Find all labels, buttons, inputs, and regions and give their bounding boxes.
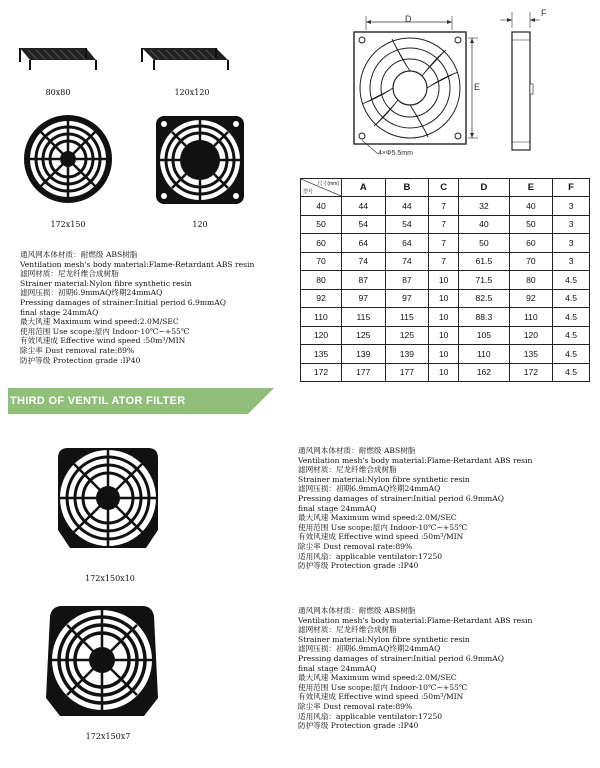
table-cell: 115 xyxy=(342,308,386,327)
table-row xyxy=(301,252,590,271)
table-cell: 92 xyxy=(509,289,553,308)
table-cell: 125 xyxy=(385,326,429,345)
table-cell: 61.5 xyxy=(459,252,509,271)
table-cell: 4.5 xyxy=(553,363,590,382)
table-cell: 7 xyxy=(429,215,459,234)
row-model-cell: 172 xyxy=(301,363,342,382)
spec-block-2 xyxy=(298,446,532,571)
table-cell: 54 xyxy=(385,215,429,234)
spec-line: Pressing damages of strainer:Initial period 6.9mmAQ xyxy=(298,493,504,503)
table-row xyxy=(301,234,590,253)
caption-172x150x7: 172x150x7 xyxy=(85,732,131,741)
table-cell: 70 xyxy=(509,252,553,271)
spec-line: 滤网材质：尼龙纤维合成树脂 xyxy=(20,269,119,279)
table-cell: 10 xyxy=(429,363,459,382)
row-model-cell: 60 xyxy=(301,234,342,253)
table-cell: 177 xyxy=(385,363,429,382)
row-model-cell: 135 xyxy=(301,345,342,364)
label-e: E xyxy=(474,82,481,92)
spec-line: 有效风速成 Effective wind speed :50m³/MIN xyxy=(20,336,186,346)
spec-line: 适用风扇：applicable ventilator:17250 xyxy=(298,551,443,561)
table-cell: 4.5 xyxy=(553,289,590,308)
table-cell: 82.5 xyxy=(459,289,509,308)
table-cell: 177 xyxy=(342,363,386,382)
table-cell: 135 xyxy=(509,345,553,364)
table-cell: 87 xyxy=(342,271,386,290)
table-cell: 97 xyxy=(385,289,429,308)
section-title: THIRD OF VENTIL ATOR FILTER xyxy=(10,395,186,407)
spec-line: Pressing damages of strainer:Initial period 6.9mmAQ xyxy=(298,653,504,663)
table-row xyxy=(301,197,590,216)
table-cell: 10 xyxy=(429,308,459,327)
row-model-cell: 40 xyxy=(301,197,342,216)
spec-line: 最大风速 Maximum wind speed:2.0M/SEC xyxy=(20,317,179,327)
table-cell: 7 xyxy=(429,197,459,216)
spec-line: 防护等级 Protection grade :IP40 xyxy=(298,721,419,731)
dimension-table xyxy=(300,178,590,382)
spec-line: 除尘率 Dust removal rate:89% xyxy=(298,701,413,711)
table-cell: 3 xyxy=(553,197,590,216)
spec-line: 通风网本体材质：耐燃级 ABS树脂 xyxy=(20,250,138,259)
spec-line: final stage 24mmAQ xyxy=(298,663,377,673)
caption-172x150: 172x150 xyxy=(50,220,86,229)
label-f: F xyxy=(541,8,547,18)
table-cell: 139 xyxy=(385,345,429,364)
table-cell: 7 xyxy=(429,234,459,253)
label-d: D xyxy=(405,14,412,24)
table-cell: 3 xyxy=(553,215,590,234)
product-image-120 xyxy=(154,114,246,206)
table-cell: 40 xyxy=(509,197,553,216)
spec-line: 通风网本体材质：耐燃级 ABS树脂 xyxy=(298,606,416,615)
table-cell: 74 xyxy=(342,252,386,271)
table-cell: 7 xyxy=(429,252,459,271)
caption-120x120: 120x120 xyxy=(174,88,210,97)
caption-172x150x10: 172x150x10 xyxy=(85,574,135,583)
column-header: A xyxy=(342,179,386,197)
row-model-cell: 110 xyxy=(301,308,342,327)
caption-120: 120 xyxy=(192,220,208,229)
table-row xyxy=(301,363,590,382)
spec-line: Strainer material:Nylon fibre synthetic resin xyxy=(20,278,192,288)
hole-note: 4×Φ5.5mm xyxy=(378,150,413,157)
table-cell: 74 xyxy=(385,252,429,271)
table-cell: 50 xyxy=(509,215,553,234)
table-row xyxy=(301,308,590,327)
column-header: B xyxy=(385,179,429,197)
product-image-80x80 xyxy=(10,38,100,78)
row-model-cell: 80 xyxy=(301,271,342,290)
table-row xyxy=(301,271,590,290)
table-cell: 80 xyxy=(509,271,553,290)
table-cell: 54 xyxy=(342,215,386,234)
table-cell: 44 xyxy=(342,197,386,216)
spec-line: 使用范围 Use scope:屋内 Indoor-10℃~+55℃ xyxy=(298,522,468,532)
table-cell: 71.5 xyxy=(459,271,509,290)
table-row xyxy=(301,289,590,308)
table-cell: 105 xyxy=(459,326,509,345)
table-cell: 172 xyxy=(509,363,553,382)
spec-line: 最大风速 Maximum wind speed:2.0M/SEC xyxy=(298,513,457,523)
table-cell: 60 xyxy=(509,234,553,253)
spec-line: Pressing damages of strainer:Initial period 6.9mmAQ xyxy=(20,297,226,307)
table-cell: 4.5 xyxy=(553,271,590,290)
spec-line: Strainer material:Nylon fibre synthetic resin xyxy=(298,634,470,644)
table-cell: 64 xyxy=(342,234,386,253)
table-cell: 10 xyxy=(429,345,459,364)
table-cell: 4.5 xyxy=(553,345,590,364)
table-cell: 162 xyxy=(459,363,509,382)
table-cell: 44 xyxy=(385,197,429,216)
table-cell: 10 xyxy=(429,326,459,345)
row-model-cell: 70 xyxy=(301,252,342,271)
table-cell: 139 xyxy=(342,345,386,364)
spec-line: 通风网本体材质：耐燃级 ABS树脂 xyxy=(298,446,416,455)
spec-line: 滤网材质：尼龙纤维合成树脂 xyxy=(298,465,397,475)
dimension-drawing xyxy=(340,6,540,166)
spec-block-3 xyxy=(298,606,532,731)
table-row xyxy=(301,345,590,364)
spec-line: 滤网压损：初期6.9mmAQ终期24mmAQ xyxy=(20,288,163,298)
table-cell: 64 xyxy=(385,234,429,253)
product-image-172x150x10 xyxy=(48,440,168,560)
spec-line: 防护等级 Protection grade :IP40 xyxy=(20,355,141,365)
spec-line: Ventilation mesh's body material:Flame-Retardant ABS resin xyxy=(298,455,533,465)
spec-line: 防护等级 Protection grade :IP40 xyxy=(298,561,419,571)
table-cell: 110 xyxy=(459,345,509,364)
spec-line: 最大风速 Maximum wind speed:2.0M/SEC xyxy=(298,673,457,683)
column-header: D xyxy=(459,179,509,197)
spec-line: 滤网压损：初期6.9mmAQ终期24mmAQ xyxy=(298,644,441,654)
table-cell: 125 xyxy=(342,326,386,345)
table-cell: 40 xyxy=(459,215,509,234)
table-cell: 88.3 xyxy=(459,308,509,327)
caption-80x80: 80x80 xyxy=(45,88,71,97)
spec-line: 滤网材质：尼龙纤维合成树脂 xyxy=(298,625,397,635)
table-row xyxy=(301,326,590,345)
spec-line: 除尘率 Dust removal rate:89% xyxy=(298,541,413,551)
table-cell: 97 xyxy=(342,289,386,308)
table-cell: 3 xyxy=(553,252,590,271)
spec-line: 除尘率 Dust removal rate:89% xyxy=(20,345,135,355)
column-header: E xyxy=(509,179,553,197)
spec-line: 使用范围 Use scope:屋内 Indoor-10℃~+55℃ xyxy=(298,682,468,692)
table-cell: 50 xyxy=(459,234,509,253)
spec-line: Ventilation mesh's body material:Flame-Retardant ABS resin xyxy=(298,615,533,625)
product-image-172x150x7 xyxy=(40,598,164,722)
spec-line: Strainer material:Nylon fibre synthetic resin xyxy=(298,474,470,484)
table-cell: 32 xyxy=(459,197,509,216)
column-header: F xyxy=(553,179,590,197)
spec-line: final stage 24mmAQ xyxy=(298,503,377,513)
table-cell: 120 xyxy=(509,326,553,345)
spec-line: 使用范围 Use scope:屋内 Indoor-10℃~+55℃ xyxy=(20,326,190,336)
table-cell: 3 xyxy=(553,234,590,253)
spec-block-1 xyxy=(20,250,254,365)
column-header: C xyxy=(429,179,459,197)
table-cell: 10 xyxy=(429,289,459,308)
spec-line: 滤网压损：初期6.9mmAQ终期24mmAQ xyxy=(298,484,441,494)
table-cell: 4.5 xyxy=(553,326,590,345)
table-cell: 10 xyxy=(429,271,459,290)
table-cell: 110 xyxy=(509,308,553,327)
spec-line: 适用风扇：applicable ventilator:17250 xyxy=(298,711,443,721)
row-model-cell: 92 xyxy=(301,289,342,308)
product-image-172x150 xyxy=(20,112,116,206)
table-cell: 4.5 xyxy=(553,308,590,327)
spec-line: 有效风速成 Effective wind speed :50m³/MIN xyxy=(298,692,464,702)
table-cell: 87 xyxy=(385,271,429,290)
table-row xyxy=(301,215,590,234)
row-model-cell: 120 xyxy=(301,326,342,345)
row-model-cell: 50 xyxy=(301,215,342,234)
product-image-120x120 xyxy=(134,38,234,78)
table-corner-header: 尺寸(mm) 型号 xyxy=(301,179,342,197)
spec-line: final stage 24mmAQ xyxy=(20,307,99,317)
spec-line: Ventilation mesh's body material:Flame-Retardant ABS resin xyxy=(20,259,255,269)
spec-line: 有效风速成 Effective wind speed :50m³/MIN xyxy=(298,532,464,542)
table-cell: 115 xyxy=(385,308,429,327)
